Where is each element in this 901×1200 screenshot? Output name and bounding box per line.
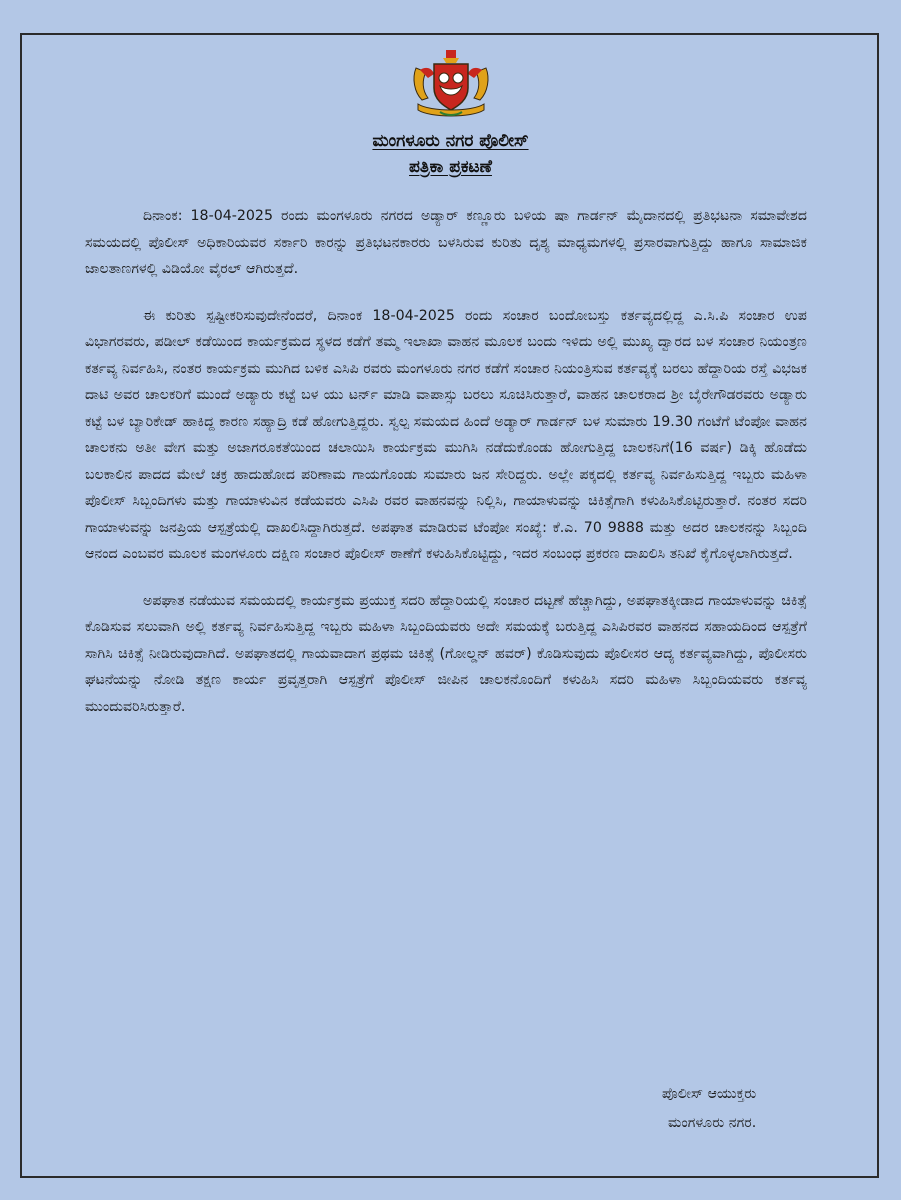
emblem-crown-top <box>446 50 456 58</box>
signature-block <box>600 1080 820 1138</box>
emblem-crown-base <box>443 58 459 63</box>
paragraph: ದಿನಾಂಕ: 18-04-2025 ರಂದು ಮಂಗಳೂರು ನಗರದ ಅಡ್ಯಾರ್ ಕಣ್ಣೂರು ಬಳಿಯ ಷಾ ಗಾರ್ಡನ್ ಮೈದಾನದಲ್ಲಿ ಪ್ರತಿಭಟನಾ ಸಮಾವೇಶದ ಸಮಯದಲ್ಲಿ ಪೊಲೀಸ್ ಅಧಿಕಾರಿಯವರ ಸರ್ಕಾರಿ ಕಾರನ್ನು ಪ್ರತಿಭಟನಕಾರರು ಬಳಸಿರುವ ಕುರಿತು ದೃಶ್ಯ ಮಾಧ್ಯಮಗಳಲ್ಲಿ ಪ್ರಸಾರವಾಗುತ್ತಿದ್ದು ಹಾಗೂ ಸಾಮಾಜಿಕ ಜಾಲತಾಣಗಳಲ್ಲಿ ವಿಡಿಯೋ ವೈರಲ್ ಆಗಿರುತ್ತದೆ. <box>85 208 807 277</box>
press-release-body <box>85 203 807 740</box>
paragraph: ಅಪಘಾತ ನಡೆಯುವ ಸಮಯದಲ್ಲಿ ಕಾರ್ಯಕ್ರಮ ಪ್ರಯುಕ್ತ ಸದರಿ ಹೆದ್ದಾರಿಯಲ್ಲಿ ಸಂಚಾರ ದಟ್ಟಣೆ ಹೆಚ್ಚಾಗಿದ್ದು, ಅಪಘಾತಕ್ಕೀಡಾದ ಗಾಯಾಳುವನ್ನು ಚಿಕಿತ್ಸೆ ಕೊಡಿಸುವ ಸಲುವಾಗಿ ಅಲ್ಲಿ ಕರ್ತವ್ಯ ನಿರ್ವಹಿಸುತ್ತಿದ್ದ ಇಬ್ಬರು ಮಹಿಳಾ ಸಿಬ್ಬಂದಿಯವರು ಅದೇ ಸಮಯಕ್ಕೆ ಬರುತ್ತಿದ್ದ ಎಸಿಪಿರವರ ವಾಹನದ ಸಹಾಯದಿಂದ ಆಸ್ಪತ್ರೆಗೆ ಸಾಗಿಸಿ ಚಿಕಿತ್ಸೆ ನೀಡಿರುವುದಾಗಿದೆ. ಅಪಘಾತದಲ್ಲಿ ಗಾಯವಾದಾಗ ಪ್ರಥಮ ಚಿಕಿತ್ಸೆ (ಗೋಲ್ಡನ್ ಹವರ್) ಕೊಡಿಸುವುದು ಪೊಲೀಸರ ಆದ್ಯ ಕರ್ತವ್ಯವಾಗಿದ್ದು, ಪೊಲೀಸರು ಘಟನೆಯನ್ನು ನೋಡಿ ತಕ್ಷಣ ಕಾರ್ಯ ಪ್ರವೃತ್ತರಾಗಿ ಆಸ್ಪತ್ರೆಗೆ ಪೊಲೀಸ್ ಜೀಪಿನ ಚಾಲಕನೊಂದಿಗೆ ಕಳುಹಿಸಿ ಸದರಿ ಮಹಿಳಾ ಸಿಬ್ಬಂದಿಯವರು ಕರ್ತವ್ಯ ಮುಂದುವರಿಸಿರುತ್ತಾರೆ. <box>85 592 807 715</box>
paragraph: ಈ ಕುರಿತು ಸ್ಪಷ್ಟೀಕರಿಸುವುದೇನೆಂದರೆ, ದಿನಾಂಕ 18-04-2025 ರಂದು ಸಂಚಾರ ಬಂದೋಬಸ್ತು ಕರ್ತವ್ಯದಲ್ಲಿದ್ದ ಎ.ಸಿ.ಪಿ ಸಂಚಾರ ಉಪ ವಿಭಾಗರವರು, ಪಡೀಲ್ ಕಡೆಯಿಂದ ಕಾರ್ಯಕ್ರಮದ ಸ್ಥಳದ ಕಡೆಗೆ ತಮ್ಮ ಇಲಾಖಾ ವಾಹನ ಮೂಲಕ ಬಂದು ಇಳಿದು ಅಲ್ಲಿ ಮುಖ್ಯ ದ್ವಾರದ ಬಳ ಸಂಚಾರ ನಿಯಂತ್ರಣ ಕರ್ತವ್ಯ ನಿರ್ವಹಿಸಿ, ನಂತರ ಕಾರ್ಯಕ್ರಮ ಮುಗಿದ ಬಳಿಕ ಎಸಿಪಿ ರವರು ಮಂಗಳೂರು ನಗರ ಕಡೆಗೆ ಸಂಚಾರ ನಿಯಂತ್ರಿಸುವ ಕರ್ತವ್ಯಕ್ಕೆ ಬರಲು ಹೆದ್ದಾರಿಯ ರಸ್ತೆ ವಿಭಜಕ ದಾಟಿ ಅವರ ಚಾಲಕರಿಗೆ ಮುಂದೆ ಅಡ್ಯಾರು ಕಟ್ಟೆ ಬಳ ಯು ಟರ್ನ್ ಮಾಡಿ ವಾಪಾಸ್ಸು ಬರಲು ಸೂಚಿಸಿರುತ್ತಾರೆ, ವಾಹನ ಚಾಲಕರಾದ ಶ್ರೀ ಬೈರೇಗೌಡರವರು ಅಡ್ಯಾರು ಕಟ್ಟೆ ಬಳ ಬ್ಯಾರಿಕೇಡ್ ಹಾಕಿದ್ದ ಕಾರಣ ಸಹ್ಯಾದ್ರಿ ಕಡೆ ಹೋಗುತ್ತಿದ್ದರು. ಸ್ವಲ್ಪ ಸಮಯದ ಹಿಂದೆ ಅಡ್ಯಾರ್ ಗಾರ್ಡನ್ ಬಳ ಸುಮಾರು 19.30 ಗಂಟೆಗೆ ಟೆಂಪೋ ವಾಹನ ಚಾಲಕನು ಅತೀ ವೇಗ ಮತ್ತು ಅಜಾಗರೂಕತೆಯಿಂದ ಚಲಾಯಿಸಿ ಕಾರ್ಯಕ್ರಮ ಮುಗಿಸಿ ನಡೆದುಕೊಂಡು ಹೋಗುತ್ತಿದ್ದ ಬಾಲಕನಿಗೆ(16 ವರ್ಷ) ಡಿಕ್ಕಿ ಹೊಡೆದು ಬಲಕಾಲಿನ ಪಾದದ ಮೇಲೆ ಚಕ್ರ ಹಾದುಹೋದ ಪರಿಣಾಮ ಗಾಯಗೊಂಡು ಸುಮಾರು ಜನ ಸೇರಿದ್ದರು. ಅಲ್ಲೇ ಪಕ್ಕದಲ್ಲಿ ಕರ್ತವ್ಯ ನಿರ್ವಹಿಸುತ್ತಿದ್ದ ಇಬ್ಬರು ಮಹಿಳಾ ಪೊಲೀಸ್ ಸಿಬ್ಬಂದಿಗಳು ಮತ್ತು ಗಾಯಾಳುವಿನ ಕಡೆಯವರು ಎಸಿಪಿ ರವರ ವಾಹನವನ್ನು ನಿಲ್ಲಿಸಿ, ಗಾಯಾಳುವನ್ನು ಚಿಕಿತ್ಸೆಗಾಗಿ ಕಳುಹಿಸಿಕೊಟ್ಟಿರುತ್ತಾರೆ. ನಂತರ ಸದರಿ ಗಾಯಾಳುವನ್ನು ಜನಪ್ರಿಯ ಆಸ್ಪತ್ರೆಯಲ್ಲಿ ದಾಖಲಿಸಿದ್ದಾಗಿರುತ್ತದೆ. ಅಪಘಾತ ಮಾಡಿರುವ ಟೆಂಪೋ ಸಂಖ್ಯೆ: ಕೆ.ಎ. 70 9888 ಮತ್ತು ಅದರ ಚಾಲಕನನ್ನು ಸಿಬ್ಬಂದಿ ಆನಂದ ಎಂಬವರ ಮೂಲಕ ಮಂಗಳೂರು ದಕ್ಷಿಣ ಸಂಚಾರ ಪೊಲೀಸ್ ಠಾಣೆಗೆ ಕಳುಹಿಸಿಕೊಟ್ಟಿದ್ದು, ಇದರ ಸಂಬಂಧ ಪ್ರಕರಣ ದಾಖಲಿಸಿ ತನಿಖೆ ಕೈಗೊಳ್ಳಲಾಗಿರುತ್ತದೆ. <box>85 307 807 562</box>
page-subtitle: ಪತ್ರಿಕಾ ಪ್ರಕಟಣೆ <box>409 157 492 177</box>
signature-office: ಮಂಗಳೂರು ನಗರ. <box>668 1115 757 1131</box>
page-title: ಮಂಗಳೂರು ನಗರ ಪೊಲೀಸ್ <box>372 131 529 151</box>
emblem-shield <box>434 64 468 110</box>
karnataka-state-emblem-icon <box>410 48 492 122</box>
emblem-bird-left-head <box>439 73 449 83</box>
emblem-bird-right-head <box>453 73 463 83</box>
signature-designation: ಪೊಲೀಸ್ ಆಯುಕ್ತರು <box>662 1086 757 1102</box>
